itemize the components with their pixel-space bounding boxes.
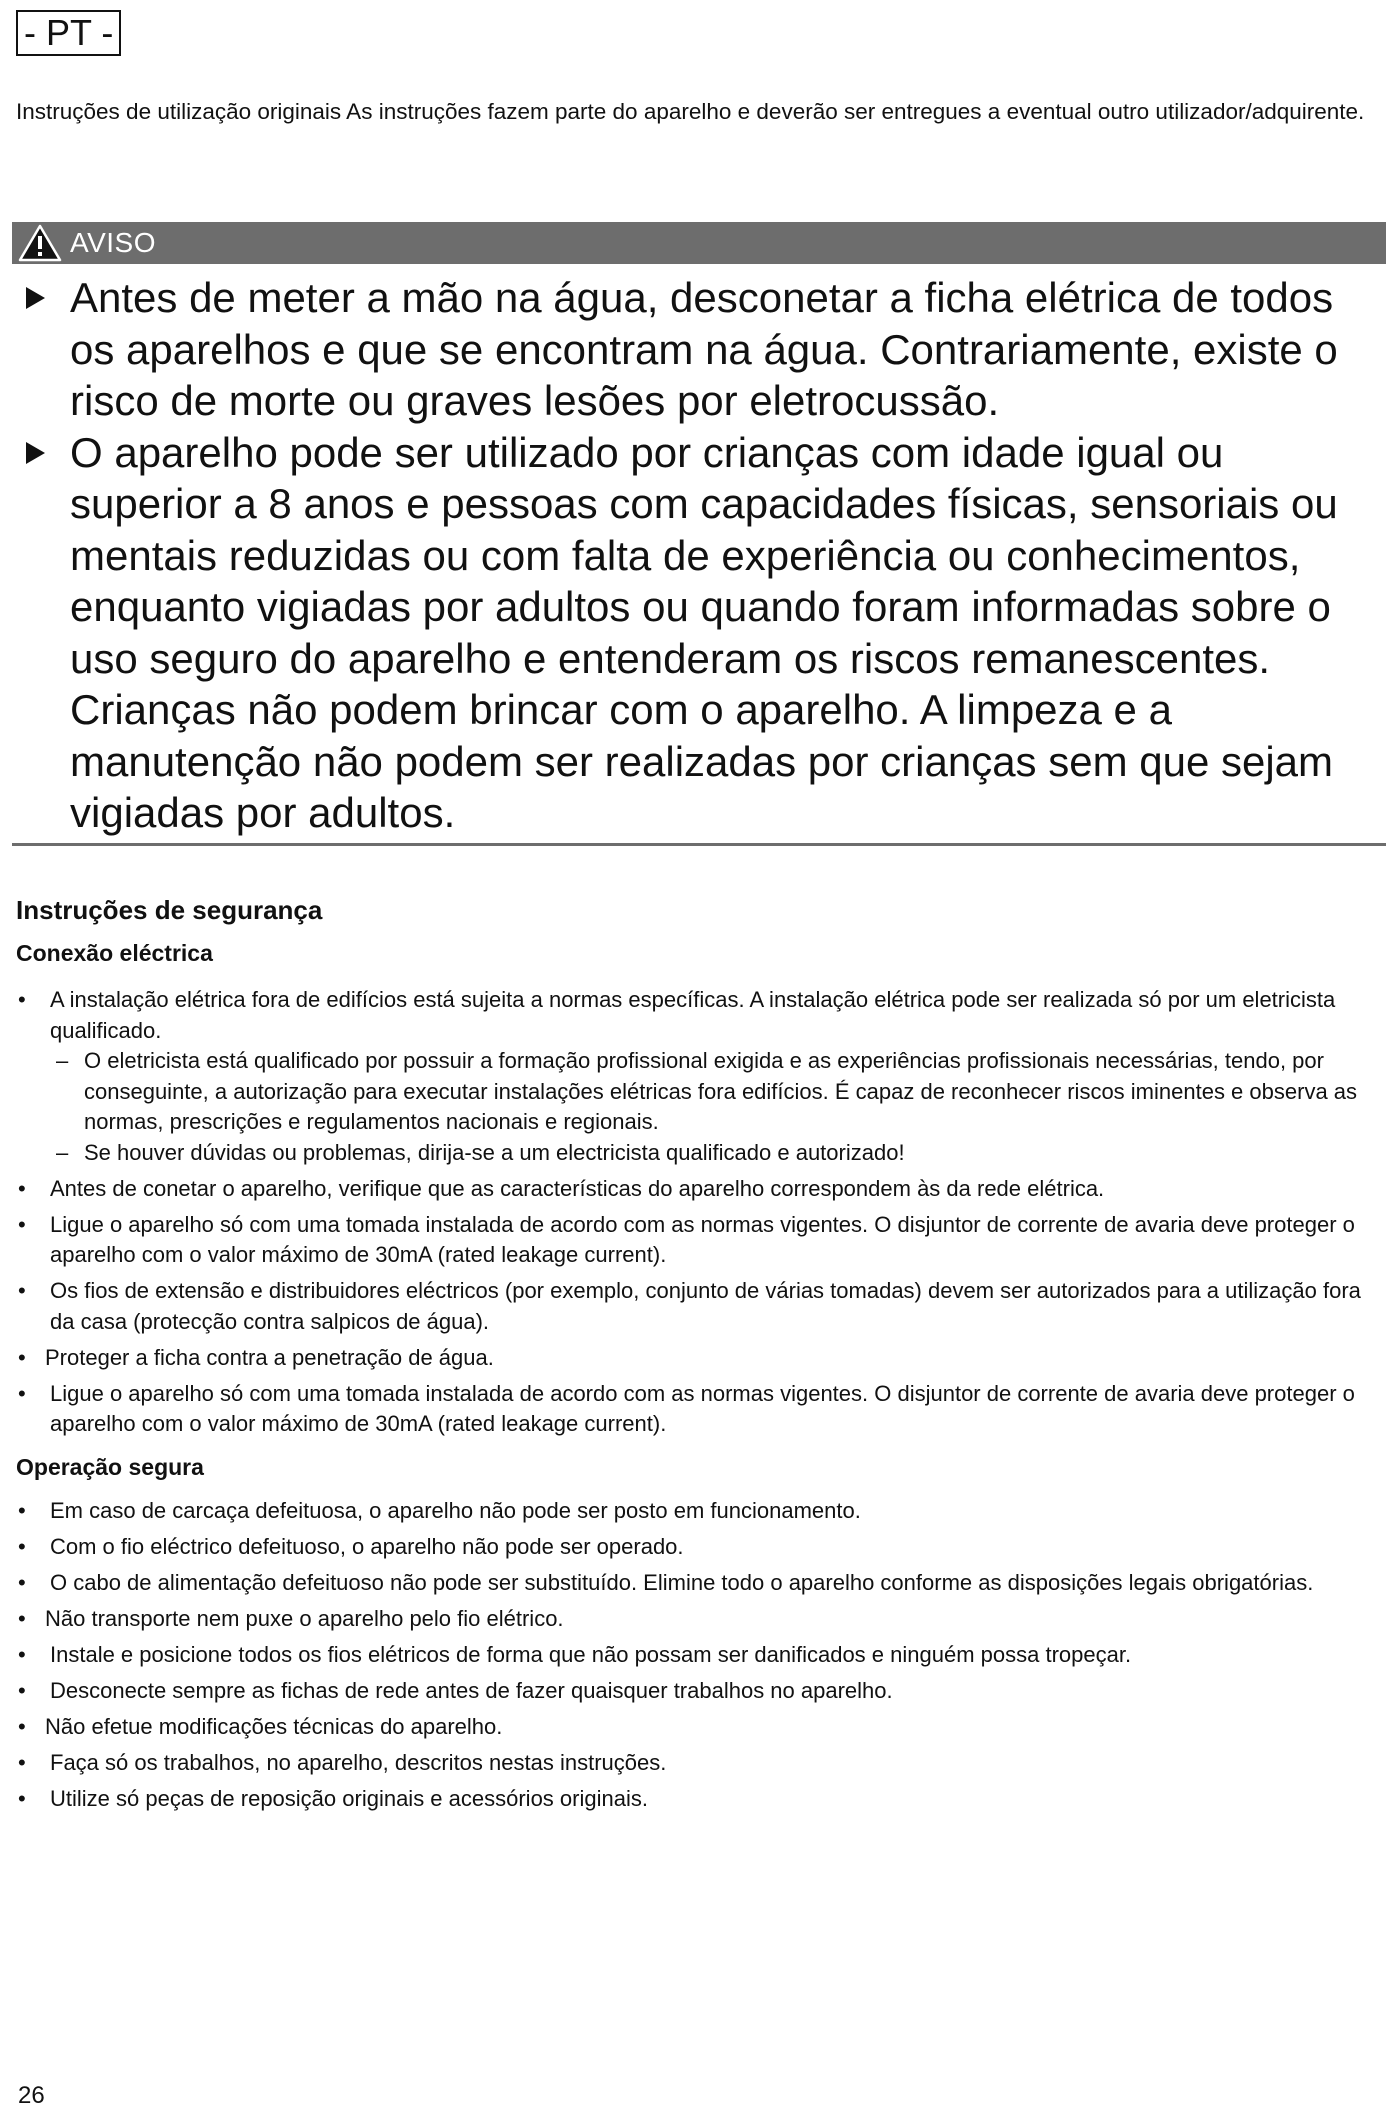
- electrical-heading: Conexão eléctrica: [16, 940, 213, 966]
- list-item: [16, 1784, 1381, 1815]
- sub-list-item-text: Se houver dúvidas ou problemas, dirija-se a um electricista qualificado e autorizado!: [84, 1139, 905, 1165]
- language-tag: - PT -: [16, 10, 121, 56]
- list-item: [16, 1343, 1381, 1374]
- bullet-icon: •: [18, 1498, 26, 1523]
- list-item-text: Em caso de carcaça defeituosa, o aparelho não pode ser posto em funcionamento.: [50, 1498, 861, 1523]
- list-item-text: A instalação elétrica fora de edifícios está sujeita a normas específicas. A instalação elétrica pode ser realizada só por um eletricista qualificado.: [50, 987, 1336, 1043]
- list-item: [16, 1276, 1381, 1337]
- list-item: [16, 1210, 1381, 1271]
- warning-item: [24, 272, 1369, 427]
- list-item-text: Com o fio eléctrico defeituoso, o aparelho não pode ser operado.: [50, 1534, 684, 1559]
- list-item: [16, 1532, 1381, 1563]
- bullet-icon: •: [18, 1642, 26, 1667]
- triangle-bullet-icon: [26, 442, 45, 464]
- list-item: [16, 1676, 1381, 1707]
- bullet-icon: •: [18, 987, 26, 1012]
- warning-list: [24, 272, 1369, 839]
- dash-icon: –: [56, 1048, 69, 1073]
- triangle-bullet-icon: [26, 287, 45, 309]
- bullet-icon: •: [18, 1750, 26, 1775]
- bullet-icon: •: [18, 1344, 26, 1370]
- warning-item-text: Antes de meter a mão na água, desconetar a ficha elétrica de todos os aparelhos e que se encontram na água. Contrariamente, existe o risco de morte ou graves lesões por eletrocussão.: [70, 274, 1338, 424]
- page-number: 26: [18, 2082, 45, 2109]
- warning-item-text: O aparelho pode ser utilizado por crianças com idade igual ou superior a 8 anos e pessoas com capacidades físicas, sensoriais ou mentais reduzidas ou com falta de experiência ou conhecimentos, enquanto vigiadas por adultos ou quando foram informadas sobre o uso seguro do aparelho e entenderam os riscos remanescentes. Crianças não podem brincar com o aparelho. A limpeza e a manutenção não podem ser realizadas por crianças sem que sejam vigiadas por adultos.: [70, 428, 1338, 836]
- list-item-text: Não transporte nem puxe o aparelho pelo fio elétrico.: [45, 1606, 564, 1631]
- list-item-text: Desconecte sempre as fichas de rede antes de fazer quaisquer trabalhos no aparelho.: [50, 1678, 893, 1703]
- bullet-icon: •: [18, 1278, 26, 1303]
- sub-list-item: [50, 1138, 1381, 1169]
- electrical-list: [16, 985, 1381, 1445]
- list-item-text: Faça só os trabalhos, no aparelho, descritos nestas instruções.: [50, 1750, 667, 1775]
- list-item: [16, 1568, 1381, 1599]
- sub-list-item: [50, 1046, 1381, 1138]
- list-item: [16, 1712, 1381, 1743]
- list-item-text: Proteger a ficha contra a penetração de água.: [45, 1344, 494, 1370]
- list-item-text: Utilize só peças de reposição originais e acessórios originais.: [50, 1786, 648, 1811]
- sub-list-item-text: O eletricista está qualificado por possuir a formação profissional exigida e as experiências profissionais necessárias, tendo, por conseguinte, a autorização para executar instalações elétricas fora edifícios. É capaz de reconhecer riscos iminentes e observa as normas, prescrições e regulamentos nacionais e regionais.: [84, 1048, 1358, 1134]
- list-item-text: Não efetue modificações técnicas do aparelho.: [45, 1714, 503, 1739]
- warning-title: AVISO: [70, 227, 157, 258]
- bullet-icon: •: [18, 1570, 26, 1595]
- list-item: [16, 985, 1381, 1168]
- operation-heading: Operação segura: [16, 1454, 204, 1480]
- list-item: [16, 1174, 1381, 1205]
- sub-list: [50, 1046, 1381, 1168]
- warning-header-bar: [12, 222, 1386, 264]
- bullet-icon: •: [18, 1678, 26, 1703]
- list-item: [16, 1640, 1381, 1671]
- list-item-text: Ligue o aparelho só com uma tomada instalada de acordo com as normas vigentes. O disjuntor de corrente de avaria deve proteger o aparelho com o valor máximo de 30mA (rated leakage current).: [50, 1211, 1355, 1267]
- list-item-text: Instale e posicione todos os fios elétricos de forma que não possam ser danificados e ninguém possa tropeçar.: [50, 1642, 1132, 1667]
- dash-icon: –: [56, 1139, 69, 1165]
- list-item: [16, 1748, 1381, 1779]
- bullet-icon: •: [18, 1211, 26, 1237]
- bullet-icon: •: [18, 1714, 26, 1739]
- list-item-text: Antes de conetar o aparelho, verifique que as características do aparelho correspondem às da rede elétrica.: [50, 1175, 1105, 1201]
- list-item-text: Os fios de extensão e distribuidores eléctricos (por exemplo, conjunto de várias tomadas) devem ser autorizados para a utilização fora da casa (protecção contra salpicos de água).: [50, 1278, 1361, 1334]
- bullet-icon: •: [18, 1606, 26, 1631]
- list-item: [16, 1379, 1381, 1440]
- intro-text: Instruções de utilização originais As instruções fazem parte do aparelho e deverão ser entregues a eventual outro utilizador/adquirente.: [16, 99, 1365, 124]
- bullet-icon: •: [18, 1786, 26, 1811]
- safety-heading: Instruções de segurança: [16, 895, 323, 925]
- list-item: [16, 1496, 1381, 1527]
- warning-triangle-icon: [18, 224, 62, 262]
- bullet-icon: •: [18, 1175, 26, 1201]
- section-divider: [12, 843, 1386, 846]
- list-item: [16, 1604, 1381, 1635]
- warning-item: [24, 427, 1369, 839]
- bullet-icon: •: [18, 1534, 26, 1559]
- list-item-text: Ligue o aparelho só com uma tomada instalada de acordo com as normas vigentes. O disjuntor de corrente de avaria deve proteger o aparelho com o valor máximo de 30mA (rated leakage current).: [50, 1380, 1355, 1436]
- bullet-icon: •: [18, 1380, 26, 1406]
- operation-list: [16, 1496, 1381, 1820]
- list-item-text: O cabo de alimentação defeituoso não pode ser substituído. Elimine todo o aparelho conforme as disposições legais obrigatórias.: [50, 1570, 1314, 1595]
